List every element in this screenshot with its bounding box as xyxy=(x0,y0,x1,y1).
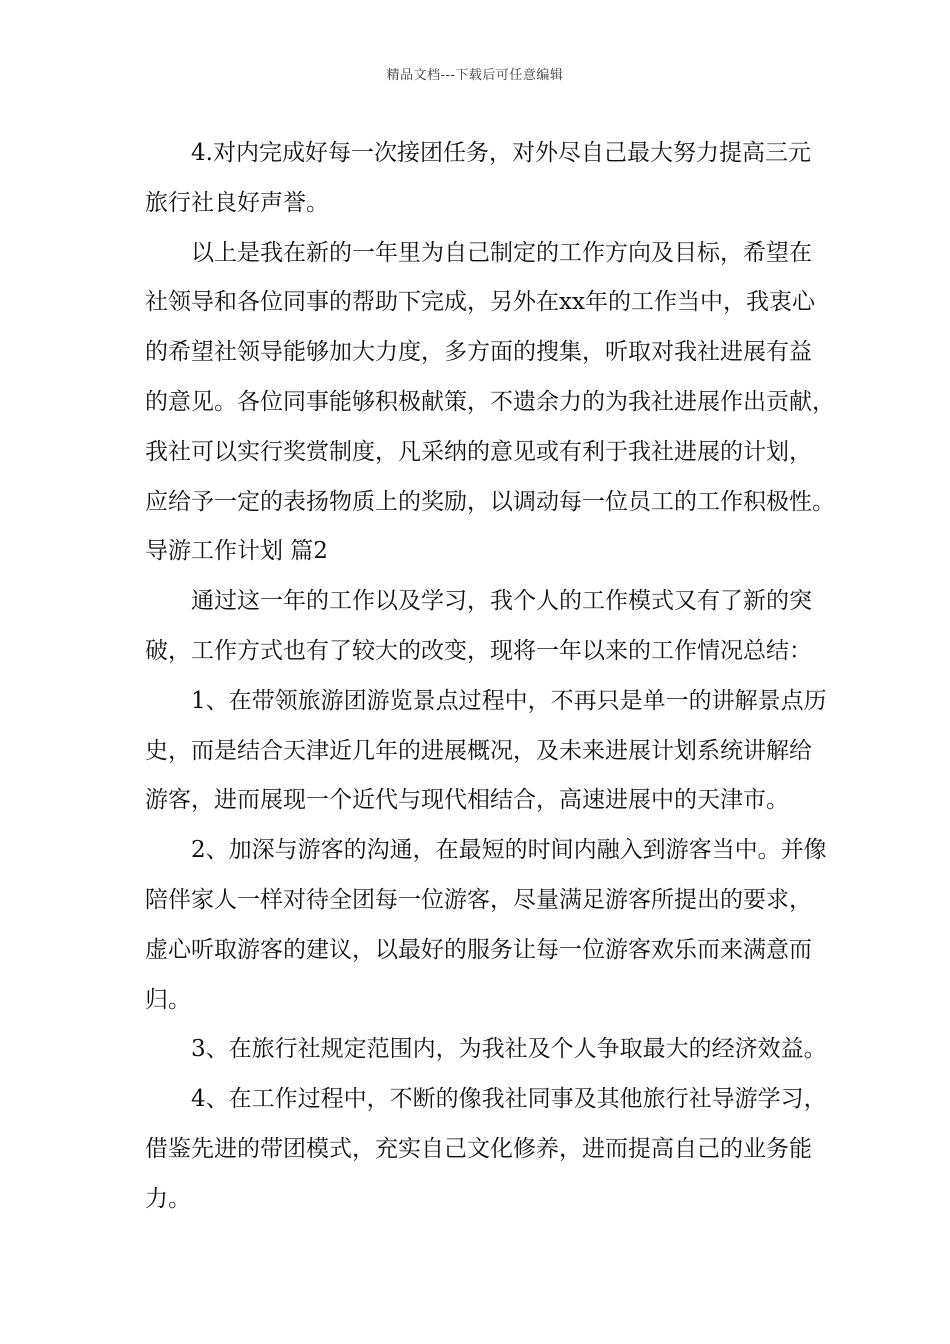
section-heading: 导游工作计划 篇2 xyxy=(145,538,328,565)
text-line: 的希望社领导能够加大力度，多方面的搜集，听取对我社进展有益 xyxy=(145,339,812,366)
text-line: 旅行社良好声誉。 xyxy=(145,189,329,216)
text-line: 3、在旅行社规定范围内，为我社及个人争取最大的经济效益。 xyxy=(191,1036,827,1063)
text-line: 以上是我在新的一年里为自己制定的工作方向及目标，希望在 xyxy=(191,239,812,266)
text-line: 我社可以实行奖赏制度，凡采纳的意见或有利于我社进展的计划， xyxy=(145,438,812,465)
text-line: 虚心听取游客的建议，以最好的服务让每一位游客欢乐而来满意而 xyxy=(145,936,812,963)
text-line: 4.对内完成好每一次接团任务，对外尽自己最大努力提高三元 xyxy=(191,140,811,166)
text-line: 史，而是结合天津近几年的进展概况，及未来进展计划系统讲解给 xyxy=(145,737,812,764)
text-line: 2、加深与游客的沟通，在最短的时间内融入到游客当中。并像 xyxy=(191,837,827,864)
text-line: 通过这一年的工作以及学习，我个人的工作模式又有了新的突 xyxy=(191,588,812,615)
text-line: 借鉴先进的带团模式，充实自己文化修养，进而提高自己的业务能 xyxy=(145,1135,812,1162)
text-line: 力。 xyxy=(145,1185,191,1212)
text-line: 1、在带领旅游团游览景点过程中，不再只是单一的讲解景点历 xyxy=(191,687,827,714)
text-line: 应给予一定的表扬物质上的奖励，以调动每一位员工的工作积极性。 xyxy=(145,488,835,515)
document-body xyxy=(145,130,835,1226)
text-line: 的意见。各位同事能够积极献策，不遗余力的为我社进展作出贡献， xyxy=(145,388,835,415)
text-line: 4、在工作过程中，不断的像我社同事及其他旅行社导游学习， xyxy=(191,1086,827,1113)
text-line: 归。 xyxy=(145,986,191,1013)
text-line: 游客，进而展现一个近代与现代相结合，高速进展中的天津市。 xyxy=(145,787,789,814)
page-header: 精品文档---下载后可任意编辑 xyxy=(386,68,564,83)
text-line: 社领导和各位同事的帮助下完成，另外在xx年的工作当中，我衷心 xyxy=(145,289,815,316)
text-line: 陪伴家人一样对待全团每一位游客，尽量满足游客所提出的要求， xyxy=(145,886,812,913)
text-line: 破，工作方式也有了较大的改变，现将一年以来的工作情况总结： xyxy=(145,637,812,664)
